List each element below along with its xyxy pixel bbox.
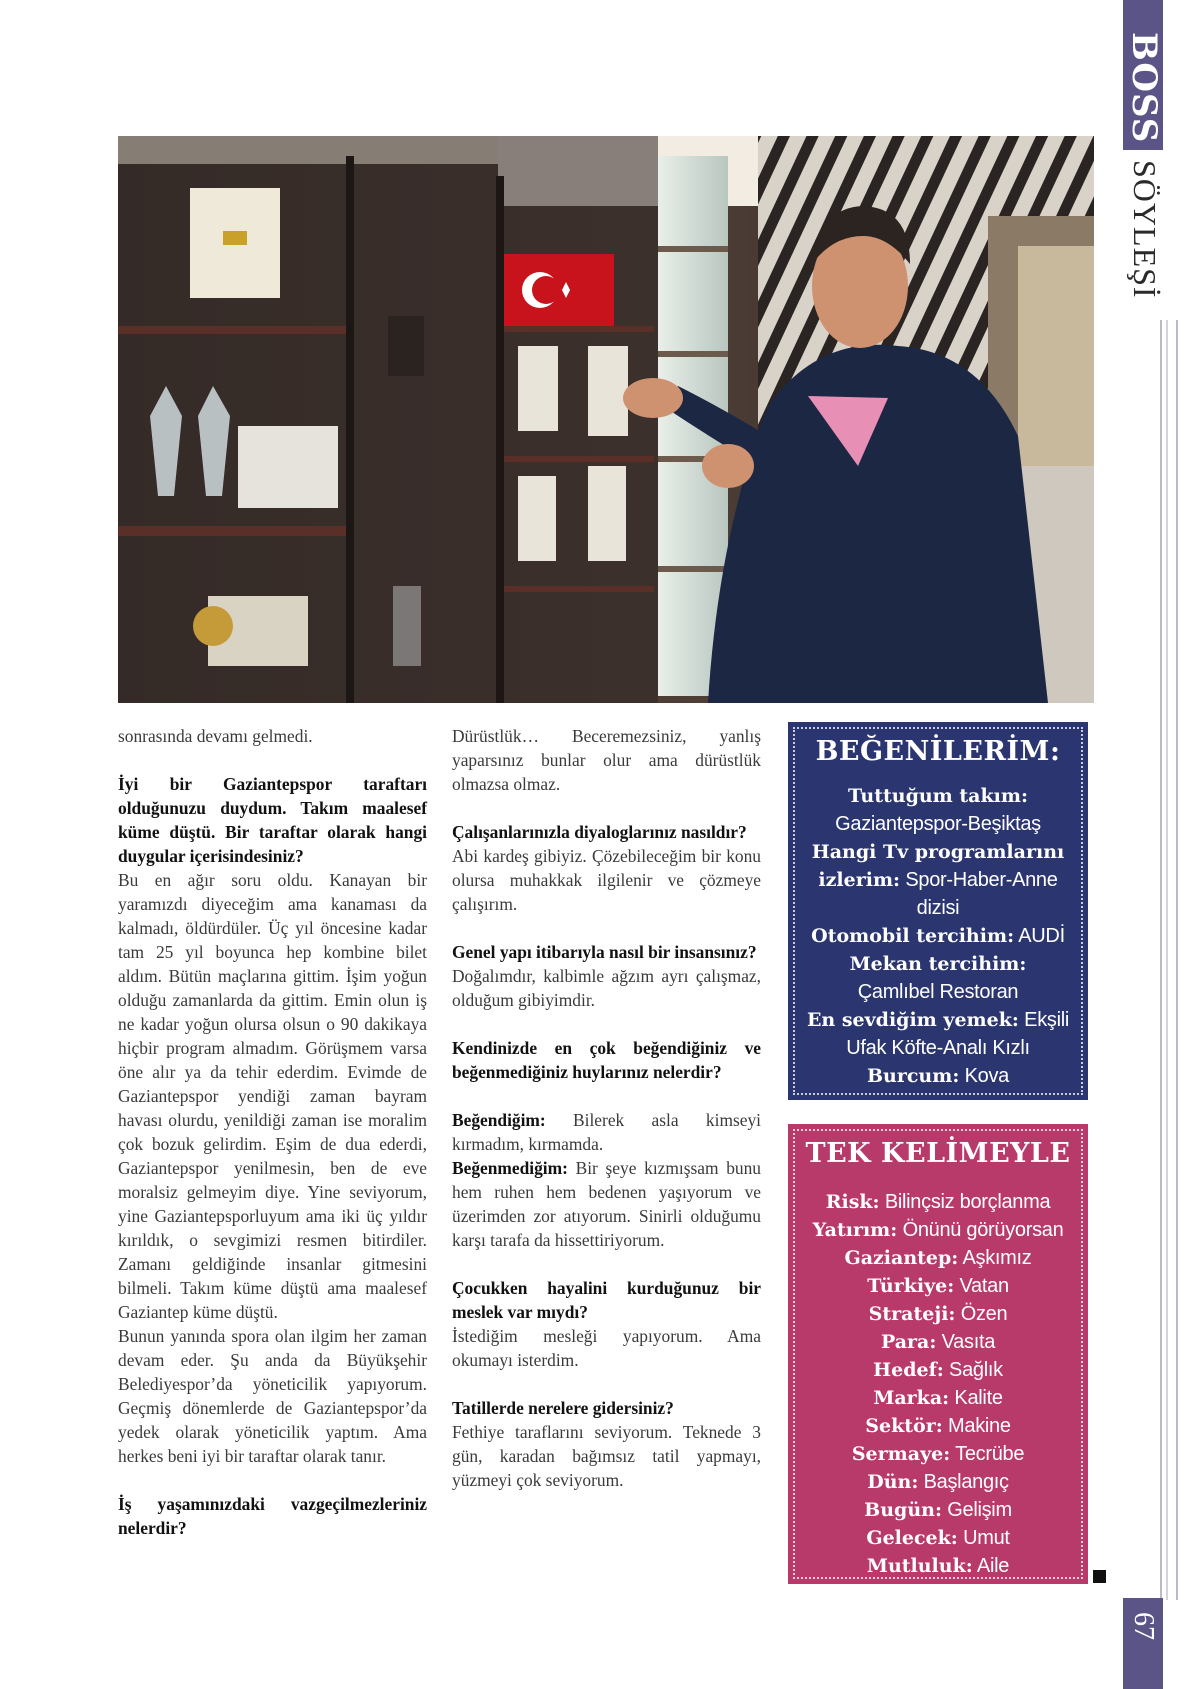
answer: Dürüstlük… Beceremezsiniz, yanlış yaparsınız bunlar olur ama dürüstlük olmazsa olmaz.: [452, 726, 761, 794]
answer-label: Beğenmediğim:: [452, 1158, 568, 1178]
one-word-entry: Hedef: Sağlık: [873, 1359, 1003, 1381]
answer-text: Bilerek asla kimseyi kırmadım, kırmamda.: [452, 1110, 761, 1154]
one-word-entry: Marka: Kalite: [873, 1387, 1003, 1409]
answer: İstediğim mesleği yapıyorum. Ama okumayı isterdim.: [452, 1326, 761, 1370]
question: İş yaşamınızdaki vazgeçilmezleriniz nelerdir?: [118, 1494, 427, 1538]
brand-label: BOSS: [1124, 32, 1164, 144]
side-decor-line: [1166, 320, 1168, 1600]
question: Genel yapı itibarıyla nasıl bir insansınız?: [452, 942, 757, 962]
one-word-entry: Yatırım: Önünü görüyorsan: [812, 1219, 1064, 1241]
article-column-2: [452, 724, 761, 1492]
one-word-entry: Dün: Başlangıç: [867, 1471, 1009, 1493]
answer-label: Beğendiğim:: [452, 1110, 546, 1130]
one-word-title: TEK KELİMEYLE: [805, 1138, 1071, 1169]
favorites-title: BEĞENİLERİM:: [815, 736, 1061, 767]
favorite-entry: Tuttuğum takım: Gaziantepspor-Beşiktaş: [835, 785, 1041, 835]
one-word-entry: Sermaye: Tecrübe: [851, 1443, 1025, 1465]
question: İyi bir Gaziantepspor taraftarı olduğunuzu duydum. Takım maalesef küme düştü. Bir taraftar olarak hangi duygular içerisindesiniz?: [118, 774, 427, 866]
answer: [452, 1156, 761, 1252]
one-word-entry: Para: Vasıta: [880, 1331, 996, 1353]
one-word-entry: Gaziantep: Aşkımız: [844, 1247, 1032, 1269]
answer-text: Bir şeye kızmışsam bunu hem ruhen hem bedenen yaşıyorum ve üzerimden zor atıyorum. Sinirli olduğumu karşı tarafa da hissettiriyorum.: [452, 1158, 761, 1250]
favorites-box: [788, 722, 1088, 1100]
one-word-entry: Strateji: Özen: [868, 1303, 1008, 1325]
one-word-box: [788, 1124, 1088, 1584]
one-word-entry: Gelecek: Umut: [866, 1527, 1010, 1549]
one-word-entry: Bugün: Gelişim: [864, 1499, 1012, 1521]
article-photo: [118, 136, 1094, 703]
answer: Bu en ağır soru oldu. Kanayan bir yaramızdı diyeceğim ama kanaması da kalmadı, öldürdüler. Üç yıl öncesine kadar tam 25 yıl boyunca hep kombine bilet aldım. Bütün maçlarına gittim. İşim yoğun olduğu zamanlarda da gittim. Emin olun iş ne kadar yoğun olursa olsun o 90 dakikaya hiçbir program almadım. Görüşmem varsa öne alır ya da tehir ederdim. Evimde de Gaziantepspor yendiği zaman bayram havası olurdu, yenildiği zaman ise moralim çok bozuk gelirdim. Eşim de dua ederdi, Gaziantepspor yenilmesin, ben de eve moralsiz gelmeyim diye. Yine seviyorum, yine Gaziantepsporluyum ama iki üç yıldır kırıldık, o sevgimizi resmen bitirdiler. Zamanı geldiğinde insanlar gitmesini bilmeli. Takım küme düştü ama maalesef Gaziantep küme düştü.: [118, 870, 427, 1322]
one-word-list: [788, 1188, 1088, 1580]
answer: Fethiye taraflarını seviyorum. Teknede 3 gün, karadan bağımsız tatil yapmayı, yüzmeyi çok seviyorum.: [452, 1422, 761, 1490]
article-column-1: [118, 724, 427, 1540]
favorite-entry: En sevdiğim yemek: Ekşili Ufak Köfte-Analı Kızlı: [806, 1009, 1070, 1059]
side-decor-lines: [1160, 320, 1178, 1600]
photo-icon: [118, 136, 1094, 703]
question: Çocukken hayalini kurduğunuz bir meslek var mıydı?: [452, 1278, 761, 1322]
favorite-entry: Burcum: Kova: [866, 1065, 1010, 1087]
section-label: SÖYLEŞİ: [1127, 160, 1163, 299]
answer: [452, 1108, 761, 1156]
answer: Bunun yanında spora olan ilgim her zaman devam eder. Şu anda da Büyükşehir Belediyespor’da yöneticilik yapıyorum. Geçmiş dönemlerde de Gaziantepspor’da yedek olarak yöneticilik yaptım. Ama herkes beni iyi bir taraftar olarak tanır.: [118, 1326, 427, 1466]
question: Tatillerde nerelere gidersiniz?: [452, 1398, 674, 1418]
favorite-entry: Mekan tercihim: Çamlıbel Restoran: [849, 953, 1027, 1003]
one-word-entry: Sektör: Makine: [865, 1415, 1011, 1437]
paragraph: sonrasında devamı gelmedi.: [118, 726, 313, 746]
favorite-entry: Hangi Tv programlarını izlerim: Spor-Haber-Anne dizisi: [811, 841, 1065, 919]
question: Kendinizde en çok beğendiğiniz ve beğenmediğiniz huylarınız nelerdir?: [452, 1038, 761, 1082]
one-word-entry: Türkiye: Vatan: [867, 1275, 1009, 1297]
article-end-mark: [1093, 1570, 1106, 1583]
answer: Abi kardeş gibiyiz. Çözebileceğim bir konu olursa muhakkak ilgilenir ve çözmeye çalışırım.: [452, 846, 761, 914]
answer: Doğalımdır, kalbimle ağzım ayrı çalışmaz, olduğum gibiyimdir.: [452, 966, 761, 1010]
page-number: 67: [1128, 1612, 1159, 1640]
question: Çalışanlarınızla diyaloglarınız nasıldır?: [452, 822, 747, 842]
favorite-entry: Otomobil tercihim: AUDİ: [811, 925, 1065, 947]
one-word-entry: Mutluluk: Aile: [866, 1555, 1010, 1577]
one-word-entry: Risk: Bilinçsiz borçlanma: [825, 1191, 1051, 1213]
favorites-list: [788, 782, 1088, 1090]
